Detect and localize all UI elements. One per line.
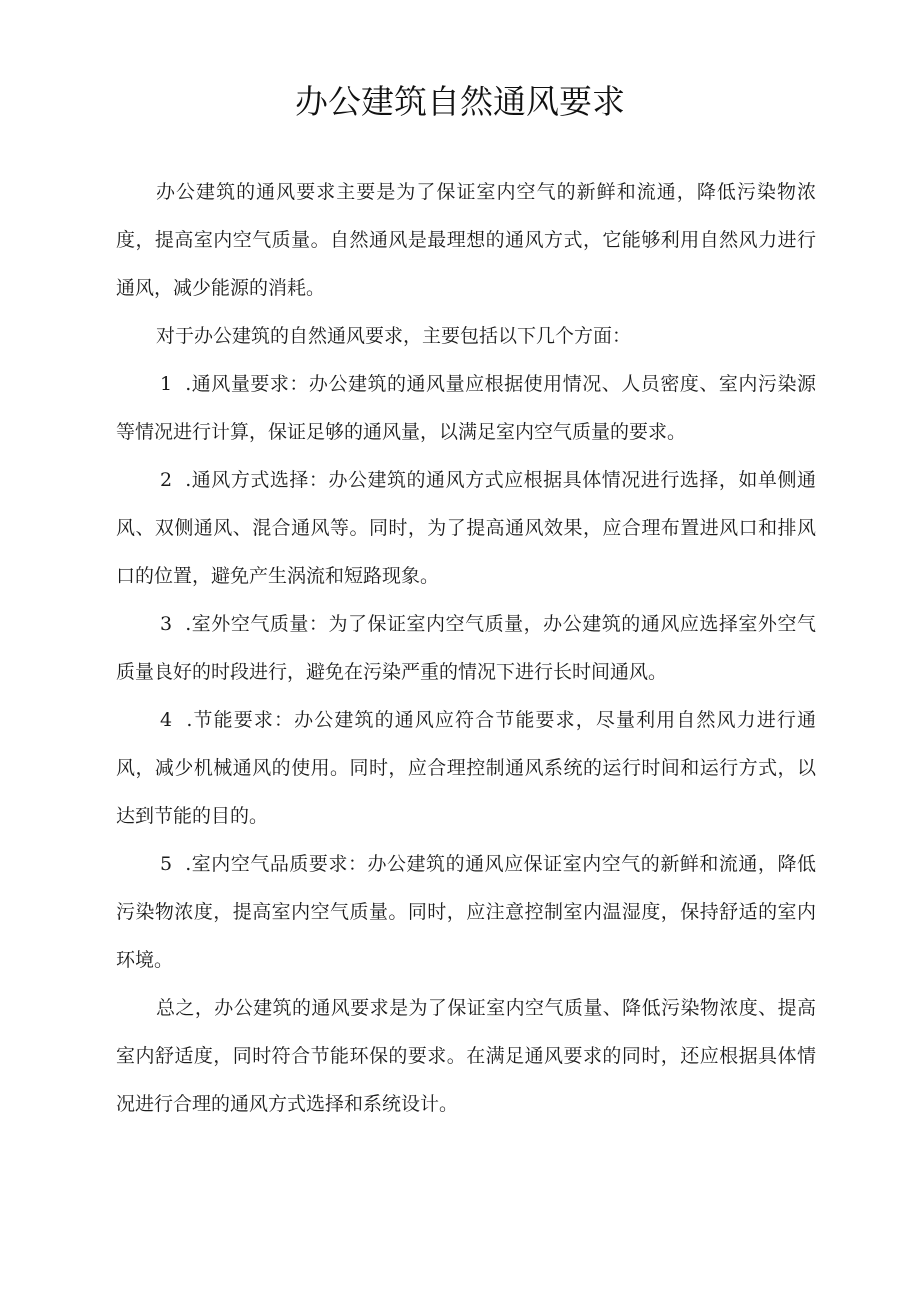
list-item: [116, 600, 816, 696]
list-item-text: .室外空气质量：为了保证室内空气质量，办公建筑的通风应选择室外空气质量良好的时段进行，避免在污染严重的情况下进行长时间通风。: [116, 613, 816, 683]
conclusion-paragraph: 总之，办公建筑的通风要求是为了保证室内空气质量、降低污染物浓度、提高室内舒适度，同时符合节能环保的要求。在满足通风要求的同时，还应根据具体情况进行合理的通风方式选择和系统设计。: [116, 997, 816, 1115]
list-item-number: 2: [160, 469, 173, 491]
lead-paragraph: 对于办公建筑的自然通风要求，主要包括以下几个方面：: [156, 325, 632, 347]
list-item: [116, 840, 816, 984]
list-item-text: .通风量要求：办公建筑的通风量应根据使用情况、人员密度、室内污染源等情况进行计算，保证足够的通风量，以满足室内空气质量的要求。: [116, 373, 816, 443]
list-item: [116, 360, 816, 456]
list-item: [116, 456, 816, 600]
page-title: 办公建筑自然通风要求: [295, 82, 625, 121]
list-item-text: .室内空气品质要求：办公建筑的通风应保证室内空气的新鲜和流通，降低污染物浓度，提高室内空气质量。同时，应注意控制室内温湿度，保持舒适的室内环境。: [116, 853, 816, 971]
list-item-number: 4: [160, 709, 173, 731]
intro-paragraph: 办公建筑的通风要求主要是为了保证室内空气的新鲜和流通，降低污染物浓度，提高室内空气质量。自然通风是最理想的通风方式，它能够利用自然风力进行通风，减少能源的消耗。: [116, 181, 816, 299]
list-item-number: 3: [160, 613, 173, 635]
list-item: [116, 696, 816, 840]
list-item-number: 5: [160, 853, 173, 875]
document-body: [116, 168, 816, 1128]
list-item-text: .通风方式选择：办公建筑的通风方式应根据具体情况进行选择，如单侧通风、双侧通风、混合通风等。同时，为了提高通风效果，应合理布置进风口和排风口的位置，避免产生涡流和短路现象。: [116, 469, 816, 587]
list-item-number: 1: [160, 373, 173, 395]
list-item-text: .节能要求：办公建筑的通风应符合节能要求，尽量利用自然风力进行通风，减少机械通风的使用。同时，应合理控制通风系统的运行时间和运行方式，以达到节能的目的。: [116, 709, 816, 827]
